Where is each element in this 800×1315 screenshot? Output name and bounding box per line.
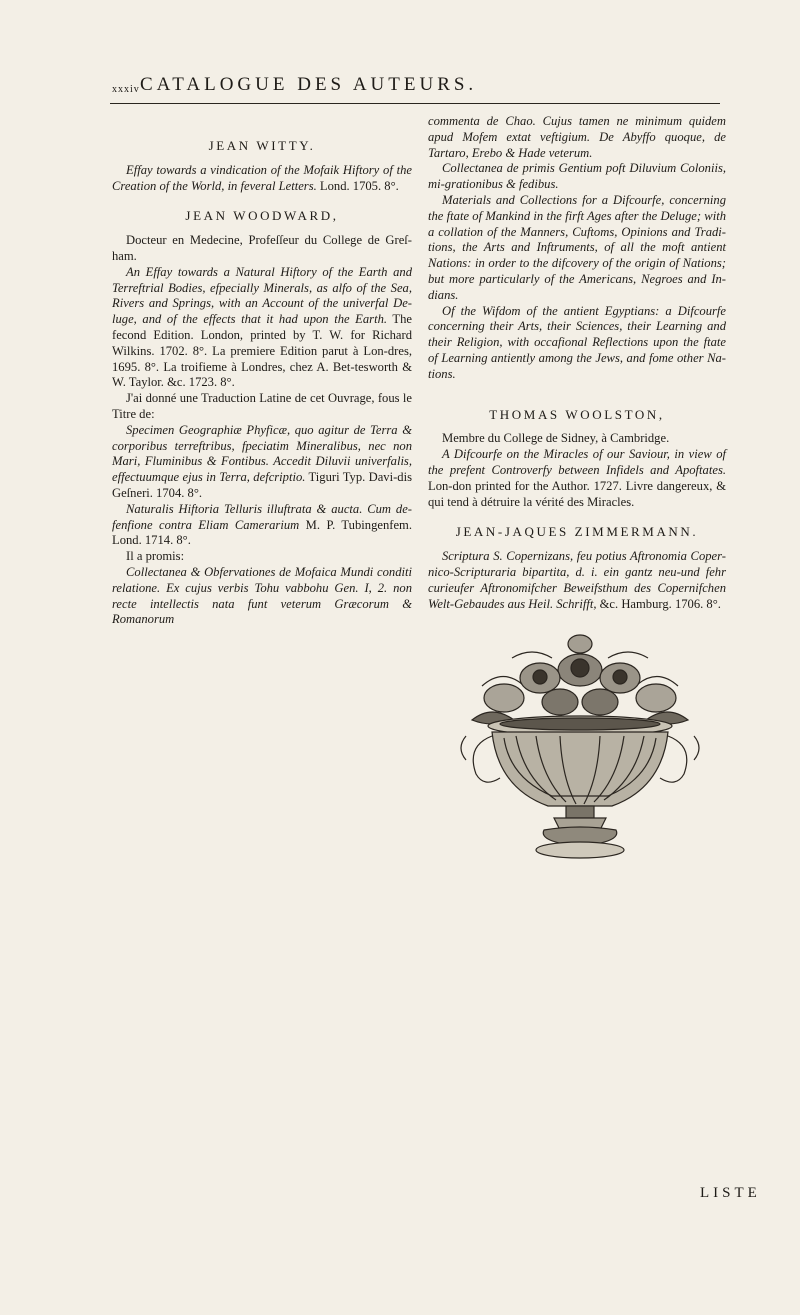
- entry-title: Scriptura S. Copernizans, feu potius Aftronomia Coper-nico-Scripturaria bipartita, d. i. ein gantz neu-und fehr curieufer Aftronomifcher Beweifsthum des Copernifchen Welt-Gebaudes aus Heil. Schrifft,: [428, 549, 726, 611]
- entry-imprint: Tiguri Typ. Davi-dis Geſneri. 1704. 8°.: [112, 470, 412, 500]
- entry-woodward-naturalis: [112, 502, 412, 549]
- author-role: Docteur en Medecine, Profeſſeur du College de Greſ-ham.: [112, 233, 412, 263]
- entry-woodward-collectanea: [112, 565, 412, 628]
- author-heading-zimmermann: JEAN-JAQUES ZIMMERMANN.: [455, 524, 699, 540]
- entry-imprint: &c. Hamburg. 1706. 8°.: [596, 596, 721, 611]
- header-rule: [110, 103, 720, 104]
- author-role: Membre du College de Sidney, à Cambridge.: [442, 431, 670, 446]
- entry-woodward-collectanea-2: [428, 161, 726, 193]
- entry-title: Collectanea & Obfervationes de Mofaica Mundi conditi relatione. Ex cujus verbis Tohu vabbohu Gen. I, 2. non recte intellectis nata funt veterum Græcorum & Romanorum: [112, 564, 412, 627]
- page-header: [0, 74, 800, 104]
- author-heading-woodward: JEAN WOODWARD,: [185, 208, 339, 224]
- entry-woodward-collectanea-continued: [428, 114, 726, 161]
- entry-title: commenta de Chao. Cujus tamen ne minimum quidem apud Mofem extat veftigium. De Abyffo quoque, de Tartaro, Erebo & Hade veterum.: [428, 114, 726, 160]
- entry-woodward-wisdom: [428, 304, 726, 383]
- entry-imprint: Lond. 1705. 8°.: [316, 178, 399, 193]
- entry-title: Of the Wifdom of the antient Egyptians: a Difcourfe concerning their Arts, their Sciences, their Learning and their Religion, with occafional Reflections upon the ftate of Learning antiently among the Jews, and fome other Na-tions.: [428, 303, 726, 381]
- entry-witty: [112, 163, 412, 195]
- entry-zimmermann: [428, 549, 726, 612]
- entry-woodward-materials: [428, 193, 726, 304]
- entry-title: Materials and Collections for a Difcourfe, concerning the ftate of Mankind in the firft Ages after the Deluge; with a collation of the Manners, Cuftoms, Opinions and Tradi-tions, the Arts and Inftruments, of all the moft antient Nations: in order to the difcovery of the origin of Nations; but more particularly of the Americans, Negroes and In-dians.: [428, 192, 726, 302]
- entry-title: Collectanea de primis Gentium poft Diluvium Coloniis, mi-grationibus & fedibus.: [428, 161, 726, 192]
- translation-note: J'ai donné une Traduction Latine de cet Ouvrage, fous le Titre de:: [112, 391, 412, 421]
- entry-title: An Effay towards a Natural Hiftory of the Earth and Terreftrial Bodies, efpecially Minerals, as alfo of the Sea, Rivers and Springs, with an Account of the univerfal De-luge, and of the effects that it had upon the Earth.: [112, 264, 412, 327]
- entry-woodward-essay: [112, 265, 412, 391]
- page-number: xxxiv: [112, 84, 140, 95]
- entry-title: A Difcourfe on the Miracles of our Saviour, in view of the prefent Controverfy between Infidels and Apoftates.: [428, 447, 726, 477]
- entry-title: Effay towards a vindication of the Mofaik Hiftory of the Creation of the World, in feveral Letters.: [112, 162, 412, 193]
- entry-title: Specimen Geographiæ Phyficæ, quo agitur de Terra & corporibus terreftribus, fpeciatim Mineralibus, nec non Mari, Fluminibus & Fontibus. Accedit Diluvii univerfalis, effectuumque ejus in Terra, defcriptio.: [112, 422, 412, 485]
- entry-imprint: M. P. Tubingenfem. Lond. 1714. 8°.: [112, 517, 412, 548]
- floral-urn-vignette-icon: [452, 628, 708, 866]
- entry-imprint: The fecond Edition. London, printed by T. W. for Richard Wilkins. 1702. 8°. La premiere Edition parut à Lon-dres, 1695. 8°. La troifieme à Londres, chez A. Bet-tesworth & W. Taylor. &c. 1723. 8°.: [112, 312, 412, 390]
- entry-woodward-specimen: [112, 423, 412, 502]
- promise-note: Il a promis:: [126, 549, 185, 564]
- entry-woolston: [428, 447, 726, 510]
- left-column: [112, 114, 412, 628]
- running-title: CATALOGUE DES AUTEURS.: [140, 74, 478, 95]
- right-column: [428, 114, 726, 612]
- catchword: LISTE: [700, 1185, 761, 1201]
- author-heading-witty: JEAN WITTY.: [208, 138, 316, 153]
- entry-imprint: Lon-don printed for the Author. 1727. Livre dangereux, & qui tend à détruire la vérité des Miracles.: [428, 478, 726, 509]
- entry-title: Naturalis Hiftoria Telluris illuftrata & aucta. Cum de-fenfione contra Eliam Camerarium: [112, 501, 412, 532]
- author-heading-woolston: THOMAS WOOLSTON,: [489, 406, 665, 422]
